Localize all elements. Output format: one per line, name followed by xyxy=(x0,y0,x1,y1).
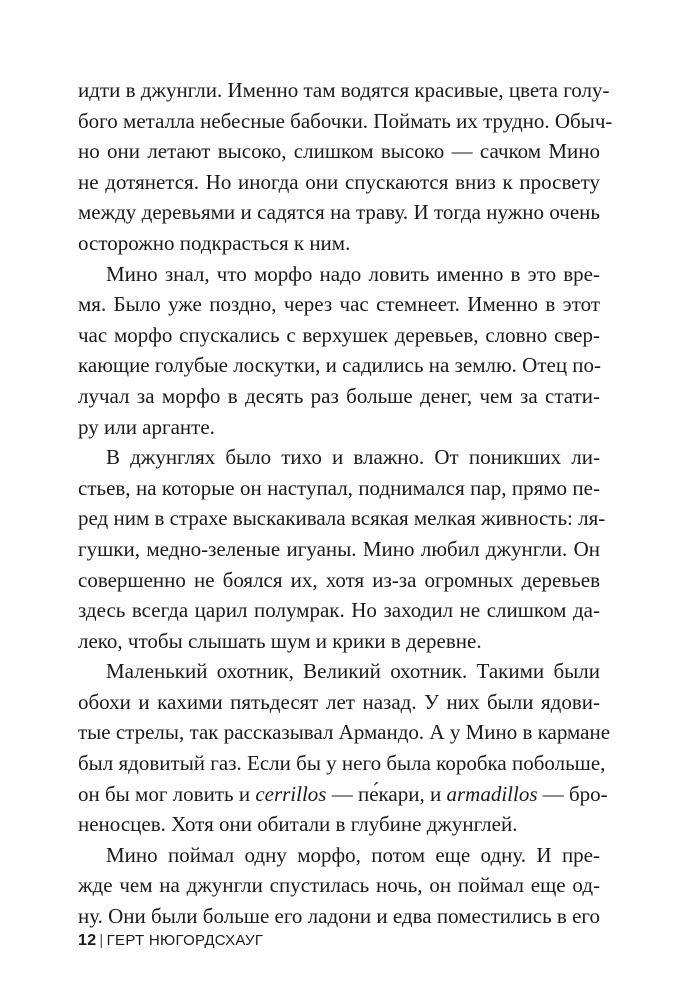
line-fragment: — бро- xyxy=(537,781,608,806)
text-line: час морфо спускались с верхушек деревьев, словно свер- xyxy=(78,322,600,347)
text-line: здесь всегда царил полумрак. Но заходил не слишком да- xyxy=(78,598,600,623)
line-fragment: он бы мог ловить и xyxy=(78,781,256,806)
text-block-head xyxy=(78,75,613,779)
page-body xyxy=(78,75,613,932)
text-line: жде чем на джунгли спустилась ночь, он поймал еще од- xyxy=(78,873,600,898)
text-line: бого металла небесные бабочки. Поймать их трудно. Обыч- xyxy=(78,108,613,133)
text-line: но они летают высоко, слишком высоко — сачком Мино xyxy=(78,139,600,164)
text-line: кающие голубые лоскутки, и садились на землю. Отец по- xyxy=(78,353,602,378)
text-line-italic xyxy=(78,779,608,810)
text-line: леко, чтобы слышать шум и крики в деревне. xyxy=(78,628,482,653)
text-line: неносцев. Хотя они обитали в глубине джунглей. xyxy=(78,812,518,837)
text-line: Мино поймал одну морфо, потом еще одну. И пре- xyxy=(106,842,600,867)
text-line: В джунглях было тихо и влажно. От поникших ли- xyxy=(106,445,600,470)
text-line: тые стрелы, так рассказывал Армандо. А у Мино в кармане xyxy=(78,720,611,745)
text-line: стьев, на которые он наступал, поднимался пар, прямо пе- xyxy=(78,475,600,500)
line-fragment: — пе́кари, и xyxy=(326,781,447,806)
text-line: был ядовитый газ. Если бы у него была коробка побольше, xyxy=(78,751,606,776)
text-line: лучал за морфо в десять раз больше денег, чем за стати- xyxy=(78,383,600,408)
text-line: идти в джунгли. Именно там водятся красивые, цвета голу- xyxy=(78,78,610,102)
text-line: ру или арганте. xyxy=(78,414,215,439)
text-block-tail xyxy=(78,809,600,931)
text-line: Маленький охотник, Великий охотник. Такими были xyxy=(106,659,600,684)
text-line: не дотянется. Но иногда они спускаются вниз к просвету xyxy=(78,169,600,194)
text-line: ред ним в страхе выскакивала всякая мелкая живность: ля- xyxy=(78,506,606,531)
running-head: ГЕРТ НЮГОРДСХАУГ xyxy=(106,932,264,949)
text-line: мя. Было уже поздно, через час стемнеет. Именно в этот xyxy=(78,292,600,317)
text-line: Мино знал, что морфо надо ловить именно в это вре- xyxy=(106,261,600,286)
page-footer xyxy=(78,932,263,950)
page-number: 12 xyxy=(78,932,97,949)
text-line: обохи и кахими пятьдесят лет назад. У них были ядови- xyxy=(78,689,600,714)
text-line: гушки, медно-зеленые игуаны. Мино любил джунгли. Он xyxy=(78,536,600,561)
italic-word-armadillos: armadillos xyxy=(446,781,538,806)
text-line: осторожно подкрасться к ним. xyxy=(78,230,351,255)
footer-separator: | xyxy=(99,932,104,949)
italic-word-cerrillos: cerrillos xyxy=(255,781,327,806)
text-line: ну. Они были больше его ладони и едва поместились в его xyxy=(78,904,600,929)
text-line: между деревьями и садятся на траву. И тогда нужно очень xyxy=(78,200,600,225)
text-line: совершенно не боялся их, хотя из-за огромных деревьев xyxy=(78,567,600,592)
